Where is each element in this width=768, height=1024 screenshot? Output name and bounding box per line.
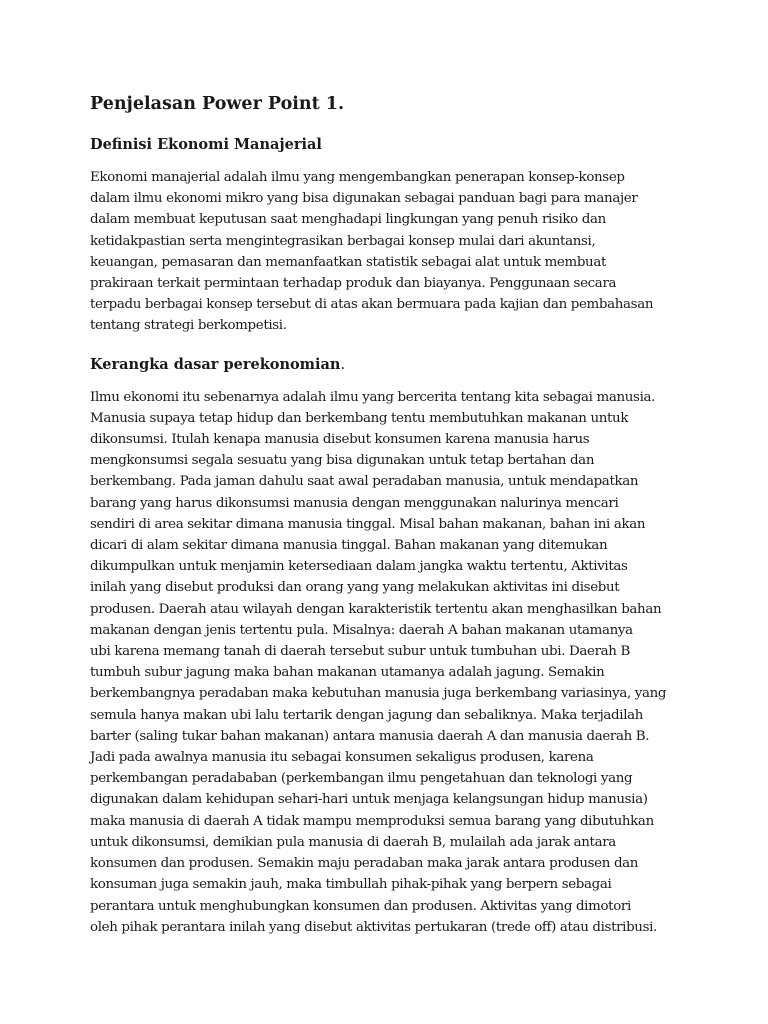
paragraph-line: makanan dengan jenis tertentu pula. Misalnya: daerah A bahan makanan utamanya <box>90 622 633 638</box>
paragraph-line: dalam ilmu ekonomi mikro yang bisa digunakan sebagai panduan bagi para manajer <box>90 191 638 207</box>
paragraph-line: tentang strategi berkompetisi. <box>90 318 287 334</box>
paragraph-line: ketidakpastian serta mengintegrasikan berbagai konsep mulai dari akuntansi, <box>90 233 596 249</box>
page-title: Penjelasan Power Point 1. <box>90 94 345 114</box>
section-heading-definisi <box>90 135 680 155</box>
paragraph-line: barter (saling tukar bahan makanan) antara manusia daerah A dan manusia daerah B. <box>90 728 650 744</box>
paragraph-line: dalam membuat keputusan saat menghadapi lingkungan yang penuh risiko dan <box>90 212 606 228</box>
paragraph-line: Ilmu ekonomi itu sebenarnya adalah ilmu yang bercerita tentang kita sebagai manusia. <box>90 389 656 405</box>
paragraph-line: perantara untuk menghubungkan konsumen dan produsen. Aktivitas yang dimotori <box>90 898 631 914</box>
paragraph-line: berkembang. Pada jaman dahulu saat awal peradaban manusia, untuk mendapatkan <box>90 474 639 490</box>
paragraph-line: keuangan, pemasaran dan memanfaatkan statistik sebagai alat untuk membuat <box>90 254 606 270</box>
paragraph-line: barang yang harus dikonsumsi manusia dengan menggunakan nalurinya mencari <box>90 495 619 511</box>
paragraph-line: semula hanya makan ubi lalu tertarik dengan jagung dan sebaliknya. Maka terjadilah <box>90 707 644 723</box>
paragraph-line: ubi karena memang tanah di daerah tersebut subur untuk tumbuhan ubi. Daerah B <box>90 644 630 660</box>
document-page <box>90 92 680 956</box>
paragraph-line: dikumpulkan untuk menjamin ketersediaan dalam jangka waktu tertentu, Aktivitas <box>90 559 628 575</box>
paragraph-line: untuk dikonsumsi, demikian pula manusia di daerah B, mulailah ada jarak antara <box>90 834 616 850</box>
section-heading-definisi-text: Definisi Ekonomi Manajerial <box>90 136 322 153</box>
paragraph-line: inilah yang disebut produksi dan orang yang yang melakukan aktivitas ini disebut <box>90 580 620 596</box>
paragraph-line: dicari di alam sekitar dimana manusia tinggal. Bahan makanan yang ditemukan <box>90 538 608 554</box>
paragraph-kerangka <box>90 387 680 938</box>
paragraph-definisi <box>90 167 680 337</box>
paragraph-line: digunakan dalam kehidupan sehari-hari untuk menjaga kelangsungan hidup manusia) <box>90 792 648 808</box>
paragraph-line: prakiraan terkait permintaan terhadap produk dan biayanya. Penggunaan secara <box>90 276 617 292</box>
paragraph-line: produsen. Daerah atau wilayah dengan karakteristik tertentu akan menghasilkan bahan <box>90 601 662 617</box>
paragraph-line: perkembangan peradababan (perkembangan ilmu pengetahuan dan teknologi yang <box>90 771 633 787</box>
paragraph-line: sendiri di area sekitar dimana manusia tinggal. Misal bahan makanan, bahan ini akan <box>90 516 646 532</box>
paragraph-line: konsuman juga semakin jauh, maka timbullah pihak-pihak yang berpern sebagai <box>90 877 612 893</box>
paragraph-line: Manusia supaya tetap hidup dan berkembang tentu membutuhkan makanan untuk <box>90 410 629 426</box>
paragraph-line: maka manusia di daerah A tidak mampu memproduksi semua barang yang dibutuhkan <box>90 813 654 829</box>
section-heading-kerangka <box>90 355 680 375</box>
paragraph-line: Jadi pada awalnya manusia itu sebagai konsumen sekaligus produsen, karena <box>90 750 594 766</box>
paragraph-line: mengkonsumsi segala sesuatu yang bisa digunakan untuk tetap bertahan dan <box>90 453 595 469</box>
paragraph-line: oleh pihak perantara inilah yang disebut aktivitas pertukaran (trede off) atau distribusi. <box>90 919 657 935</box>
paragraph-line: tumbuh subur jagung maka bahan makanan utamanya adalah jagung. Semakin <box>90 665 605 681</box>
section-heading-kerangka-text: Kerangka dasar perekonomian <box>90 355 341 373</box>
paragraph-line: Ekonomi manajerial adalah ilmu yang mengembangkan penerapan konsep-konsep <box>90 170 625 185</box>
paragraph-line: dikonsumsi. Itulah kenapa manusia disebut konsumen karena manusia harus <box>90 432 590 448</box>
paragraph-line: terpadu berbagai konsep tersebut di atas akan bermuara pada kajian dan pembahasan <box>90 297 654 313</box>
paragraph-line: konsumen dan produsen. Semakin maju peradaban maka jarak antara produsen dan <box>90 856 639 872</box>
section-heading-kerangka-period: . <box>340 356 346 373</box>
paragraph-line: berkembangnya peradaban maka kebutuhan manusia juga berkembang variasinya, yang <box>90 686 667 702</box>
